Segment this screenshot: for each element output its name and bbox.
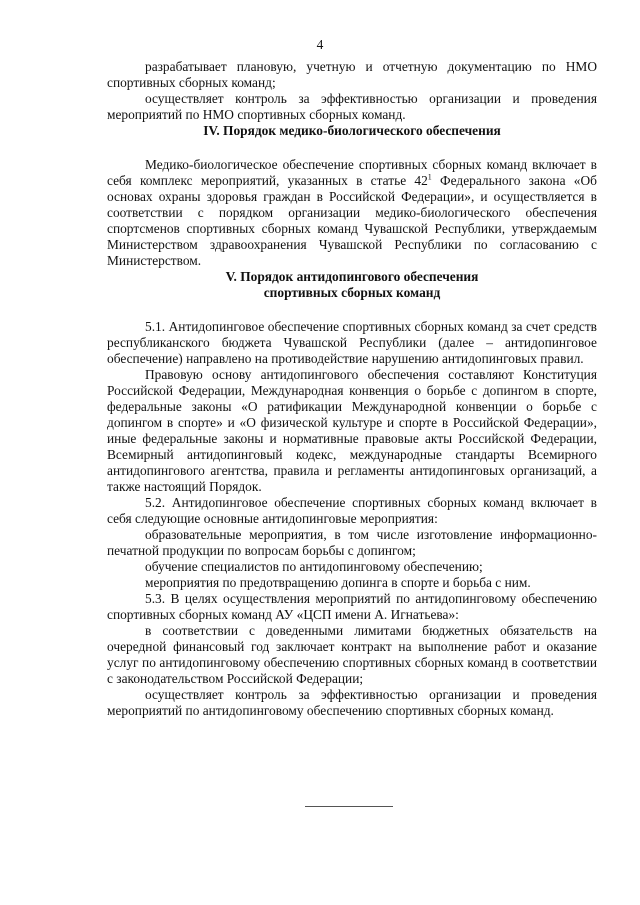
document-body <box>107 59 597 719</box>
paragraph: Правовую основу антидопингового обеспечения составляют Конституция Российской Федерации, Международная конвенция о борьбе с допингом в спорте, федеральные законы «О ратификации Международной конвенции о борьбе с допингом в спорте» и «О физической культуре и спорте в Российской Федерации», иные федеральные законы и нормативные правовые акты Российской Федерации, Всемирный антидопинговый кодекс, международные стандарты Всемирного антидопингового агентства, правила и регламенты антидопинговых организаций, а также настоящий Порядок. <box>107 367 597 494</box>
footnote-separator <box>305 806 393 807</box>
paragraph-text: Федерального закона «Об основах охраны здоровья граждан в Российской Федерации», и осуществляется в соответствии с порядком организации медико-биологического обеспечения спортсменов спортивных сборных команд Чувашской Республики, утверждаемым Министерством здравоохранения Чувашской Республики по согласованию с Министерством. <box>107 173 597 268</box>
paragraph <box>107 157 597 269</box>
paragraph: разрабатывает плановую, учетную и отчетную документацию по НМО спортивных сборных команд; <box>107 59 597 90</box>
paragraph: 5.1. Антидопинговое обеспечение спортивных сборных команд за счет средств республиканского бюджета Чувашской Республики (далее – антидопинговое обеспечение) направлено на противодействие нарушению антидопинговых правил. <box>107 319 597 366</box>
paragraph: обучение специалистов по антидопинговому обеспечению; <box>145 559 483 574</box>
page-number: 4 <box>316 37 324 52</box>
paragraph: образовательные мероприятия, в том числе изготовление информационно-печатной продукции по вопросам борьбы с допингом; <box>107 527 597 558</box>
paragraph: в соответствии с доведенными лимитами бюджетных обязательств на очередной финансовый год заключает контракт на выполнение работ и оказание услуг по антидопинговому обеспечению спортивных сборных команд в соответствии с законодательством Российской Федерации; <box>107 623 597 686</box>
paragraph: осуществляет контроль за эффективностью организации и проведения мероприятий по антидопинговому обеспечению спортивных сборных команд. <box>107 687 597 718</box>
paragraph: 5.2. Антидопинговое обеспечение спортивных сборных команд включает в себя следующие основные антидопинговые мероприятия: <box>107 495 597 526</box>
section-heading-4: IV. Порядок медико-биологического обеспечения <box>203 123 501 138</box>
paragraph: осуществляет контроль за эффективностью организации и проведения мероприятий по НМО спортивных сборных команд. <box>107 91 597 122</box>
footnote-marker: 1 <box>427 172 432 182</box>
paragraph-text: Медико-биологическое обеспечение спортивных сборных команд включает в себя комплекс мероприятий, указанных в статье 42 <box>107 157 597 188</box>
section-heading-line: спортивных сборных команд <box>263 285 441 300</box>
section-heading-line: V. Порядок антидопингового обеспечения <box>225 269 479 284</box>
paragraph: мероприятия по предотвращению допинга в спорте и борьба с ним. <box>145 575 531 590</box>
section-heading-5 <box>107 269 597 301</box>
paragraph: 5.3. В целях осуществления мероприятий по антидопинговому обеспечению спортивных сборных команд АУ «ЦСП имени А. Игнатьева»: <box>107 591 597 622</box>
